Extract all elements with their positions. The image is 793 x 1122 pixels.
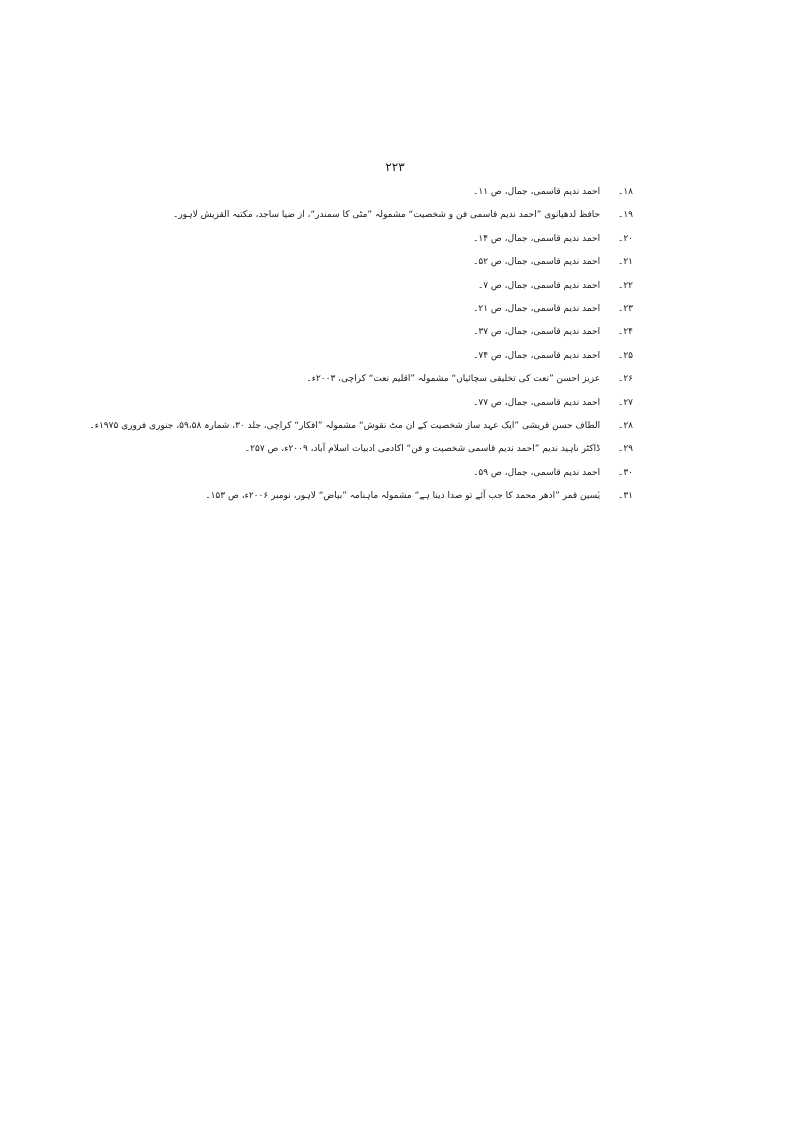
footnote-text: حافظ لدھیانوی ”احمد ندیم قاسمی فن و شخصیت“ مشمولہ ”مٹی کا سمندر“، از ضیا ساجد، مکتبہ القریش لاہور۔	[173, 210, 601, 221]
footnote-item	[153, 275, 633, 298]
footnote-number: ۲۷۔	[618, 397, 633, 408]
footnote-text: یٰسین قمر ”ادھر محمد کا جب آئے تو صدا دینا ہے“ مشمولہ ماہنامہ ”بیاض“ لاہور، نومبر ۲۰۰۶ء، ص ۱۵۳۔	[205, 491, 601, 502]
footnote-item	[153, 204, 633, 227]
footnote-text: احمد ندیم قاسمی، جمال، ص ۷۴۔	[473, 350, 601, 361]
footnote-text: احمد ندیم قاسمی، جمال، ص ۲۱۔	[473, 303, 601, 314]
footnote-number: ۲۰۔	[618, 233, 633, 244]
footnote-number: ۲۴۔	[618, 327, 633, 338]
footnote-text: احمد ندیم قاسمی، جمال، ص ۱۴۔	[473, 233, 601, 244]
footnote-item	[153, 368, 633, 391]
footnote-number: ۲۱۔	[618, 257, 633, 268]
footnote-text: احمد ندیم قاسمی، جمال، ص ۵۹۔	[473, 467, 601, 478]
footnote-text: احمد ندیم قاسمی، جمال، ص ۷۔	[477, 280, 601, 291]
footnote-text: ڈاکٹر ناہید ندیم ”احمد ندیم قاسمی شخصیت و فن“ اکادمی ادبیات اسلام آباد، ۲۰۰۹ء، ص ۲۵۷۔	[244, 444, 601, 455]
footnote-number: ۲۲۔	[618, 280, 633, 291]
footnote-number: ۲۶۔	[618, 374, 633, 385]
footnote-text: الطاف حسن قریشی ”ایک عہد ساز شخصیت کے ان مٹ نقوش“ مشمولہ ”افکار“ کراچی، جلد ۳۰، شمارہ ۵۹،۵۸، جنوری فروری ۱۹۷۵ء۔	[89, 420, 601, 431]
footnote-item	[153, 298, 633, 321]
footnote-text: احمد ندیم قاسمی، جمال، ص ۷۷۔	[473, 397, 601, 408]
footnote-item	[153, 485, 633, 508]
footnote-item	[153, 438, 633, 461]
footnote-item	[153, 345, 633, 368]
footnote-number: ۳۱۔	[618, 491, 633, 502]
footnote-number: ۱۸۔	[618, 187, 633, 197]
footnote-text: احمد ندیم قاسمی، جمال، ص ۵۲۔	[473, 257, 601, 268]
footnote-item	[153, 462, 633, 485]
footnote-text: عزیز احسن ”نعت کی تخلیقی سچائیاں“ مشمولہ ”اقلیم نعت“ کراچی، ۲۰۰۳ء۔	[306, 374, 601, 385]
footnote-item	[153, 251, 633, 274]
footnote-text: احمد ندیم قاسمی، جمال، ص ۳۷۔	[473, 327, 601, 338]
footnote-item	[89, 415, 633, 438]
footnote-number: ۱۹۔	[618, 210, 633, 221]
footnote-number: ۲۵۔	[618, 350, 633, 361]
footnote-number: ۳۰۔	[618, 467, 633, 478]
footnote-item	[153, 321, 633, 344]
footnote-text: احمد ندیم قاسمی، جمال، ص ۱۱۔	[473, 187, 601, 197]
footnote-number: ۲۸۔	[618, 420, 633, 431]
footnote-item	[153, 181, 633, 204]
footnote-item	[153, 228, 633, 251]
footnote-number: ۲۹۔	[618, 444, 633, 455]
page-number: ۲۲۳	[385, 160, 405, 174]
footnote-item	[153, 392, 633, 415]
footnote-list	[89, 181, 633, 508]
footnote-number: ۲۳۔	[618, 303, 633, 314]
